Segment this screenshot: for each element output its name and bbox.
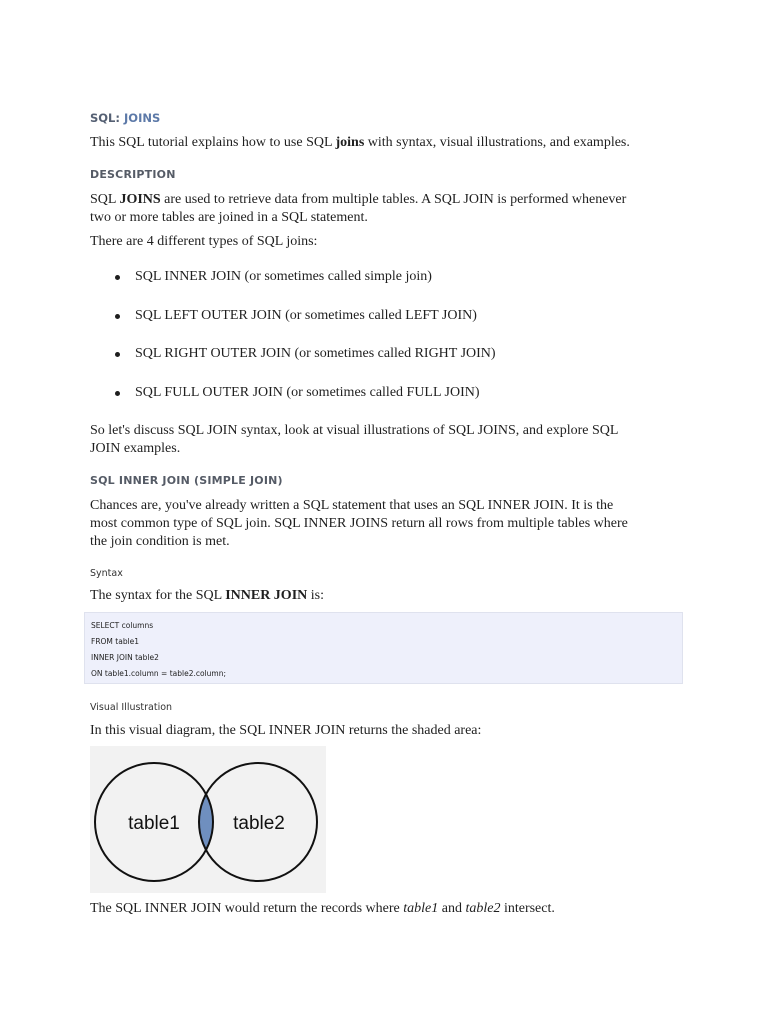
discuss-line-1: So let's discuss SQL JOIN syntax, look at visual illustrations of SQL JOINS, and explore SQL [90, 423, 619, 438]
syntax-intro-text: The syntax for the SQL [90, 588, 226, 603]
syntax-intro-end: is: [307, 588, 324, 603]
venn-diagram-svg [90, 746, 326, 893]
list-item-text: SQL FULL OUTER JOIN (or sometimes called FULL JOIN) [135, 384, 480, 400]
discuss-paragraph [90, 422, 690, 458]
table1-label: table1 [128, 813, 180, 834]
table2-label: table2 [233, 813, 285, 834]
description-line-1 [90, 191, 690, 209]
syntax-intro [90, 587, 324, 605]
bullet-icon [115, 275, 120, 280]
description-text-end: are used to retrieve data from multiple tables. A SQL JOIN is performed whenever [160, 192, 627, 207]
visual-caption [90, 900, 555, 918]
page-title [90, 111, 160, 125]
description-line-2: two or more tables are joined in a SQL statement. [90, 210, 368, 225]
inner-join-line-3: the join condition is met. [90, 534, 230, 549]
syntax-intro-bold: INNER JOIN [225, 588, 308, 603]
caption-italic-table1: table1 [403, 901, 439, 916]
code-line: SELECT columns [91, 621, 154, 630]
syntax-label: Syntax [90, 568, 123, 579]
description-text: SQL [90, 192, 120, 207]
page-title-accent: JOINS [124, 111, 161, 125]
description-paragraph [90, 191, 690, 227]
intro-text-end: with syntax, visual illustrations, and examples. [364, 135, 630, 150]
caption-text: The SQL INNER JOIN would return the records where [90, 901, 404, 916]
inner-join-heading: SQL INNER JOIN (SIMPLE JOIN) [90, 474, 283, 487]
list-item [90, 307, 496, 346]
code-line: FROM table1 [91, 637, 140, 646]
discuss-line-2: JOIN examples. [90, 441, 181, 456]
list-item [90, 268, 496, 307]
join-types-intro: There are 4 different types of SQL joins: [90, 234, 318, 249]
code-block [84, 612, 683, 684]
venn-diagram [90, 746, 326, 893]
caption-italic-table2: table2 [465, 901, 501, 916]
intro-bold-text: joins [335, 135, 365, 150]
intro-paragraph [90, 134, 630, 152]
description-heading: DESCRIPTION [90, 168, 176, 181]
caption-text-mid: and [438, 901, 466, 916]
code-line: INNER JOIN table2 [91, 653, 159, 662]
bullet-icon [115, 391, 120, 396]
list-item-text: SQL INNER JOIN (or sometimes called simple join) [135, 269, 432, 284]
list-item [90, 345, 496, 384]
visual-illustration-label: Visual Illustration [90, 702, 173, 713]
inner-join-line-2: most common type of SQL join. SQL INNER JOINS return all rows from multiple tables where [90, 516, 628, 531]
inner-join-line-1: Chances are, you've already written a SQL statement that uses an SQL INNER JOIN. It is the [90, 498, 614, 513]
intro-text: This SQL tutorial explains how to use SQL [90, 135, 336, 150]
description-bold-text: JOINS [119, 192, 161, 207]
page-title-prefix: SQL: [90, 111, 120, 125]
list-item-text: SQL RIGHT OUTER JOIN (or sometimes called RIGHT JOIN) [135, 346, 496, 361]
code-line: ON table1.column = table2.column; [91, 669, 226, 678]
list-item [90, 384, 496, 423]
inner-join-paragraph [90, 497, 690, 551]
bullet-icon [115, 352, 120, 357]
list-item-text: SQL LEFT OUTER JOIN (or sometimes called LEFT JOIN) [135, 307, 477, 323]
caption-text-end: intersect. [500, 901, 555, 916]
join-types-list [90, 268, 496, 422]
visual-intro: In this visual diagram, the SQL INNER JOIN returns the shaded area: [90, 723, 482, 738]
bullet-icon [115, 314, 120, 319]
